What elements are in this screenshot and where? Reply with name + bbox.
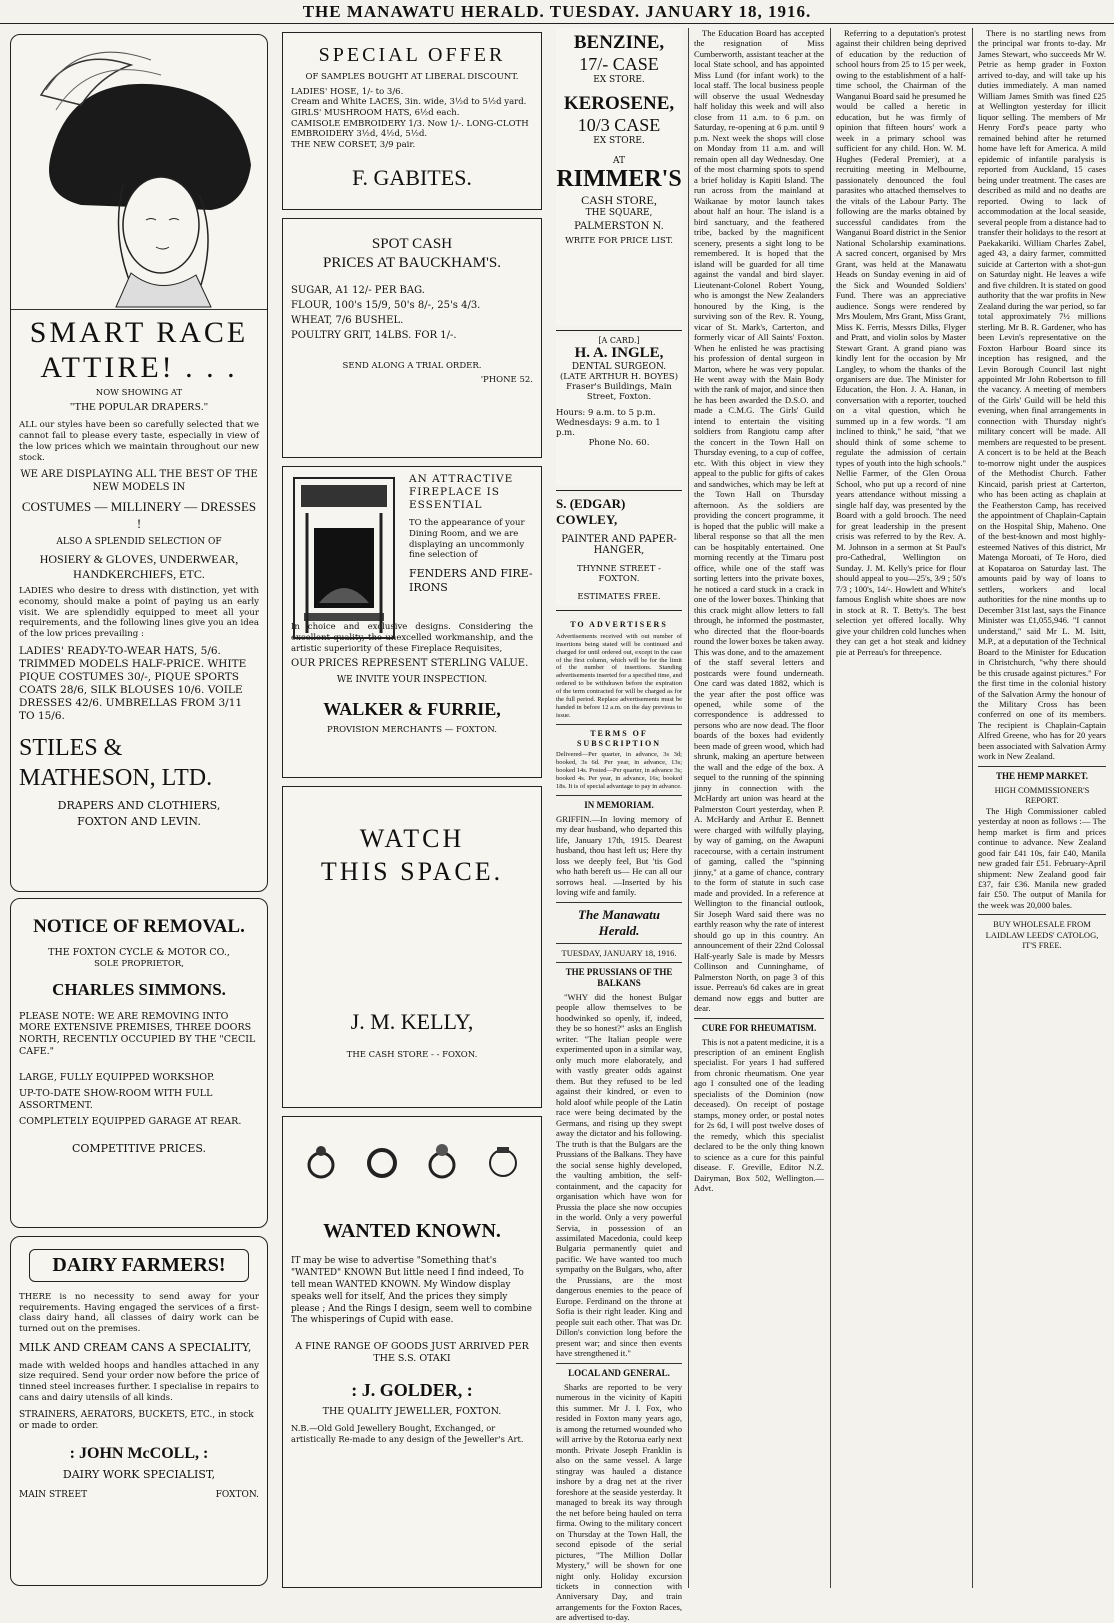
cowley-ad	[556, 496, 682, 606]
local-body: Sharks are reported to be very numerous in the vicinity of Kapiti this summer. Mr J. I. Fox, who resided in Foxton many years ago, is among the returned wounded who will arrive by the Rotorua early next month. Private Joseph Franklin is also on the same vessel. A large stingray was hauled a distance inshore by a drag net at the river foreshore at the seaside yesterday. It managed to break its way through the net before being hauled on terra firma. Owing to the military concert on Thursday at the Town Hall, the second episode of the serial pictures, "The Million Dollar Mystery," will be shown for one night only. Holiday excursion tickets in connection with Anniversary Day, and train arrangements for the Foxton Races, are advertised to-day.	[556, 1381, 682, 1623]
fireplace-body1: TO the appearance of your Dining Room, and we are displaying an uncommonly fine selection of	[409, 518, 525, 561]
removal-company: THE FOXTON CYCLE & MOTOR CO.,	[48, 946, 230, 958]
golder-ad	[282, 1116, 542, 1588]
prussians-heading: THE PRUSSIANS OF THE BALKANS	[565, 966, 673, 988]
herald-date: TUESDAY, JANUARY 18, 1916.	[561, 947, 677, 958]
removal-line1: LARGE, FULLY EQUIPPED WORKSHOP.	[19, 1072, 215, 1083]
golder-title: WANTED KNOWN.	[323, 1220, 501, 1242]
masthead: THE MANAWATU HERALD. TUESDAY. JANUARY 18, 1916.	[0, 0, 1114, 24]
ladies-text: LADIES who desire to dress with distinction, yet with economy, should make a point of paying us an early visit. We are splendidly equipped to meet all your requirements, and the following lines give you an idea of the low prices prevailing :	[19, 586, 259, 639]
dairy-town: FOXTON.	[215, 1489, 259, 1500]
dairy-milk: MILK AND CREAM CANS A SPECIALITY,	[19, 1340, 252, 1354]
buy-wholesale: BUY WHOLESALE FROM LAIDLAW LEEDS' CATOLOG, IT'S FREE.	[985, 919, 1099, 951]
subscription-body: Delivered—Per quarter, in advance, 3s 3d; booked, 3s 6d. Per year, in advance, 13s; booked 14s. Posted—Per quarter, in advance 3s; booked 4s. Per year, in advance, 16s; booked 18s. It is of special advantage to pay in advance.	[556, 751, 682, 791]
bauckham-phone: 'PHONE 52.	[480, 375, 533, 386]
removal-line2: UP-TO-DATE SHOW-ROOM WITH FULL ASSORTMENT.	[19, 1087, 213, 1111]
gabites-sub: OF SAMPLES BOUGHT AT LIBERAL DISCOUNT.	[305, 72, 519, 82]
kelly-ad	[282, 786, 542, 1108]
benzine-at: AT	[612, 156, 625, 166]
golder-nb: N.B.—Old Gold Jewellery Bought, Exchanged, or artistically Re-made to any design of the Jeweller's Art.	[291, 1423, 524, 1444]
fireplace-name: WALKER & FURRIE,	[323, 699, 501, 719]
dairy-name: : JOHN McCOLL, :	[69, 1445, 209, 1463]
fireplace-prices: OUR PRICES REPRESENT STERLING VALUE.	[291, 658, 529, 670]
gabites-line: GIRLS' MUSHROOM HATS, 6½d each.	[291, 107, 460, 118]
cowley-name: S. (EDGAR) COWLEY,	[556, 496, 626, 527]
news-column-2-body: Referring to a deputation's protest against their children being deprived of education by the reduction of school hours from 25 to 15 per week, owing to the establishment of a half-time school, the Chairman of the Wanganui Board said he presumed he would be called a heretic in education, but he was firmly of opinion that fifteen hours' work a week in a primary school was sufficient for any child. Hon. W. M. Hughes (Federal Premier), at a recruiting meeting in Melbourne, passionately denounced the foul parasites who attached themselves to the vitals of the Labour Party. The following are the marks obtained by successful candidates from the Wanganui Board district in the Senior National Scholarship examinations. A sacred concert, organised by Mrs Grant, was held at the Manawatu Heads on Sunday evening in aid of the Sick and Wounded Soldiers' Fund. There was an appreciative audience. Songs were rendered by Mrs Moulem, Mrs Grant, Miss Grant, Miss K. Ferris, Messrs Dilks, Flyger and Pratt, and violin solos by Master Stewart Grant. A grand piano was kindly lent for the occasion by Mr Langley, to whom the thanks of the organisers are due. The Minister for Education, the Hon. J. A. Hanan, in conversation with a reporter, touched on a vital question, which he summed up in a few words. "I am inclined to think," he said, "that we should think of some scheme to regulate the admission of certain types of youth into the high schools." Nellie Farmer, of the Glen Oroua School, who put up a record of nine years attendance without missing a single half day, was presented by the Board with a gold brooch. The need for great leadership in the present crisis was referred to by the Rev. A. M. Johnson in a sermon at St Paul's pro-Cathedral, Wellington on Sunday. J. M. Kelly's price for flour should appeal to you—25's, 3/9 ; 50's 7/3 ; 100's, 14/-. Howlett and White's famous English white shoes are now in stock at R. T. Betty's. The best selection yet offered locally. Why give your children cold lunches when they can get a hot steak and kidney pie at Perreau's for threepence.	[836, 28, 966, 657]
removal-note: PLEASE NOTE: WE ARE REMOVING INTO MORE EXTENSIVE PREMISES, THREE DOORS NORTH, RECENTLY OCCUPIED BY THE "CECIL CAFE."	[19, 1010, 256, 1058]
gabites-line: CAMISOLE EMBROIDERY 1/3. Now 1/-. LONG-CLOTH EMBROIDERY 3½d, 4½d, 5½d.	[291, 118, 529, 140]
bauckham-price-line: WHEAT, 7/6 BUSHEL.	[291, 314, 404, 326]
ingle-card-label: [A CARD.]	[598, 336, 640, 345]
gabites-title: SPECIAL OFFER	[318, 44, 506, 66]
displaying-text: WE ARE DISPLAYING ALL THE BEST OF THE NEW MODELS IN	[20, 469, 258, 493]
bauckham-price-line: POULTRY GRIT, 14LBS. FOR 1/-.	[291, 329, 457, 341]
gabites-line: LADIES' HOSE, 1/- to 3/6.	[291, 86, 404, 97]
ingle-card	[556, 336, 682, 486]
gabites-name: F. GABITES.	[352, 165, 472, 191]
gabites-lines	[291, 87, 533, 151]
benzine-price: 17/- CASE	[579, 54, 659, 74]
smart-race-title1: SMART RACE	[29, 316, 249, 349]
hosiery-line: HOSIERY & GLOVES, UNDERWEAR, HANDKERCHIEFS, ETC.	[39, 552, 239, 582]
prussians-body: "WHY did the honest Bulgar people allow themselves to be hoodwinked so openly, if, indeed, they be so honest?" asks an English writer. "The Italian people were experimented upon in a similar way, only much more elaborately, and with vastly greater odds against them. But they refused to be led against their kindred, or even to hold aloof while people of the Latin race were being decimated by the Germans, and rising up they swept away the dictator and his following. The truth is that the Bulgars are the Prussians of the Balkans. They have the social sense highly developed, the vaulting ambition, the self-containment, and the capacity for organisation which have won for Prussia the place she now occupies in the world. Only a very powerful Servia, in possession of an assimilated Macedonia, could keep Bulgaria permanently quiet and pacific. We have wanted too much sympathy on the Bulgars, who, after the Prussians, are the most dangerous enemies to the peace of Europe. Ferdinand on the throne at Sofia is their right leader. King and people suit each other. That was Dr. Dillon's conviction long before the present war; and since then events have strengthened it."	[556, 991, 682, 1359]
herald-name: The Manawatu Herald.	[578, 906, 660, 938]
removal-name: CHARLES SIMMONS.	[52, 980, 226, 1000]
firm-name-2: MATHESON, LTD.	[19, 765, 213, 792]
costumes-line: COSTUMES — MILLINERY — DRESSES !	[21, 499, 257, 531]
removal-line4: COMPETITIVE PRICES.	[71, 1141, 207, 1155]
ingle-title: DENTAL SURGEON.	[571, 362, 667, 372]
golder-range: A FINE RANGE OF GOODS JUST ARRIVED PER THE S.S. OTAKI	[295, 1341, 529, 1365]
kelly-watch1: WATCH	[359, 824, 465, 853]
cure-body: This is not a patent medicine, it is a prescription of an eminent English specialist. For years I had suffered from chronic rheumatism. One year ago I consulted one of the leading specialists of the Dominion (now deceased). On receipt of postage stamps, money order, or postal notes for 2s 6d, I will post twelve doses of the remedy, which this specialist declared to be the only thing known to science as a cure for this painful disease. F. Greville, Editor N.Z. Dairyman, Box 502, Wellington.—Advt.	[694, 1036, 824, 1194]
benzine-store: EX STORE.	[593, 75, 645, 85]
firm-sub-1: DRAPERS AND CLOTHIERS,	[57, 799, 221, 813]
notices-column	[556, 616, 682, 1623]
golder-name: : J. GOLDER, :	[351, 1380, 473, 1400]
removal-prop: SOLE PROPRIETOR,	[94, 958, 184, 969]
cowley-estimates: ESTIMATES FREE.	[577, 592, 661, 602]
smart-race-ad	[10, 34, 268, 892]
kelly-watch2: THIS SPACE.	[320, 856, 504, 886]
bauckham-lines	[291, 283, 533, 343]
gabites-ad	[282, 32, 542, 210]
kelly-sub: THE CASH STORE - - FOXON.	[346, 1049, 478, 1060]
bauckham-send: SEND ALONG A TRIAL ORDER.	[342, 360, 482, 371]
fireplace-ad	[282, 466, 542, 778]
smart-race-intro: ALL our styles have been so carefully selected that we cannot fail to please every taste, especially in view of the low prices which we maintain throughout our new stock.	[19, 420, 259, 463]
golder-sub: THE QUALITY JEWELLER, FOXTON.	[322, 1405, 502, 1417]
news-column-3-body: There is no startling news from the principal war fronts to-day. Mr James Stewart, who succeeds Mr W. Petrie as hemp grader in Foxton arrived to-day, and will take up his duties immediately. A man named William James Smith was fined £25 at Wellington yesterday for illicit liquor selling. The members of Mr Henry Ford's peace party who remained behind after he returned home have left for America. A mild epidemic of infantile paralysis is reported from Auckland, 15 cases being under treatment. The cases are described as mild and no deaths are reported. Owing to lack of accommodation at the local seaside, several people from a distance had to transfer their holidays to the resort at Paekakariki. William Charles Zabel, aged 43, a dairy farmer, committed suicide at Carterton with a shot-gun on Saturday night. He leaves a wife and five children. It is stated on good authority that the war profits in New Zealand during the war period, so far total approximately 7½ millions sterling. Mr B. R. Gardener, who has been Levin's representative on the Foxton Harbour Board since its inception has resigned, and the Levin Borough Council last night appointed Mr John Robertson to fill the vacancy. A meeting of members of the Girls' Guild will be held this evening, when final arrangements in connection with Thursday night's military concert will be made. All members are requested to be present. A concert is to be held at the Beach to-morrow night under the auspices of the Methodist Church. Father Kincaid, parish priest at Carterton, who has been acting as chaplain at the Featherston Camp, has received the appointment of Chaplain-Captain on the Hospital Ship, Maheno. One of the best-known and most highly-esteemed Natives of this district, Mr Matenga Moroati, of Te Horo, died at Kopataroa on Saturday last. The amounts paid by way of loans to settlers, workers and local authorities for the nine months up to December 31st last, says the Finance Minister was £1,055,946. "I cannot understand," said Mr L. M. Isitt, M.P., at a deputation of the Technical Board to the Minister for Education in Christchurch, "why there should be this crusade against pictures." For the first time in the colonial history of the Salvation Army the honour of the Military Cross has been conferred on one of its members. The recipient is Chaplain-Captain Alfred Greene, who has for 20 years been associated with Salvation Army work in New Zealand.	[978, 28, 1106, 762]
ingle-hours: Hours: 9 a.m. to 5 p.m. Wednesdays: 9 a.m. to 1 p.m.	[556, 408, 661, 438]
memoriam-body: GRIFFIN.—In loving memory of my dear husband, who departed this life, January 17th, 1915. Dearest husband, thou hast left us; Here thy loss we deeply feel, But 'tis God who hath bereft us— He can all our sorrows heal. —Inserted by his loving wife and family.	[556, 813, 682, 898]
kelly-name: J. M. KELLY,	[350, 1009, 474, 1034]
firm-name-1: STILES &	[19, 735, 123, 762]
subscription-heading: TERMS OF SUBSCRIPTION	[576, 728, 661, 748]
hemp-heading: THE HEMP MARKET.	[995, 770, 1089, 781]
rimmer-square: THE SQUARE,	[585, 208, 653, 218]
gabites-line: Cream and White LACES, 3in. wide, 3½d to 5½d yard.	[291, 97, 527, 108]
removal-line3: COMPLETELY EQUIPPED GARAGE AT REAR.	[19, 1115, 242, 1127]
gabites-line: THE NEW CORSET, 3/9 pair.	[291, 139, 416, 150]
rings-illustration	[291, 1131, 533, 1191]
news-column-3	[978, 28, 1106, 1584]
lady-hat-illustration	[11, 35, 267, 310]
ingle-late: (LATE ARTHUR H. BOYES)	[559, 372, 679, 382]
price-list: LADIES' READY-TO-WEAR HATS, 5/6. TRIMMED MODELS HALF-PRICE. WHITE PIQUE COSTUMES 30/-, PIQUE SPORTS COATS 28/6, SILK BLOUSES 10/6. VOILE DRESSES 42/6. UMBRELLAS FROM 3/11 TO 15/6.	[19, 644, 247, 723]
bauckham-title2: PRICES AT BAUCKHAM'S.	[323, 254, 501, 271]
news-column-2	[836, 28, 966, 1584]
local-heading: LOCAL AND GENERAL.	[568, 1367, 670, 1378]
hemp-subheading: HIGH COMMISSIONER'S REPORT.	[994, 784, 1090, 806]
dairy-strainers: STRAINERS, AERATORS, BUCKETS, ETC., in stock or made to order.	[19, 1409, 254, 1431]
cure-heading: CURE FOR RHEUMATISM.	[701, 1022, 817, 1033]
rimmer-cash: CASH STORE,	[581, 193, 657, 207]
ingle-address: Fraser's Buildings, Main Street, Foxton.	[566, 382, 672, 402]
dairy-ad	[10, 1236, 268, 1586]
benzine-title: BENZINE,	[573, 32, 665, 53]
dairy-title: DAIRY FARMERS!	[29, 1249, 249, 1282]
golder-poem: IT may be wise to advertise "Something that's "WANTED" KNOWN But little need I find indeed, To tell mean WANTED KNOWN. My Window display speaks well for itself, And the prices they simply please ; And the Rings I design, seem well to combine The whisperings of Cupid with ease.	[291, 1256, 532, 1326]
firm-sub-2: FOXTON AND LEVIN.	[77, 815, 201, 829]
kerosene-store: EX STORE.	[593, 136, 645, 146]
kerosene-title: KEROSENE,	[563, 93, 675, 114]
news-column-1-body: The Education Board has accepted the resignation of Miss Cumberworth, assistant teacher at the local State school, and has appointed Miss Lund (for infant work) to the local staff. The local business people will observe the usual Wednesday half holiday this week and will also close from 11 a.m. to 6 p.m. on Saturday, re-opening at 6 p.m. until 9 p.m. Next week the shops will close on Monday from 11 a.m. and will remain open all day Wednesday. One of the most charming spots to spend a brief holiday is Kapiti Island. The run across from the mainland at Waikanae by motor launch takes about half an hour. The island is a bird sanctuary, and the feathered tribe, backed by the magnificent scenery, presents a sight long to be remembered. It is hoped that the island will be guarded for all time against the vandal and bird slayer. Lieutenant-Colonel Robert Young, who is amongst the New Zealanders honoured by the King, is the surviving son of the Rev. R. Young, vicar of St. Mark's, Carterton, and formerly vicar of All Saints' Foxton. When he enlisted he was practising his profession of dental surgeon in Marton, where he was very popular. He went away with the Main Body with the rank of major, and since then he has been awarded the D.S.O. and made a C.M.G. The Girls' Guild intend to entertain the visiting soldiers from Rangiotu camp after the concert in the Town Hall on Thursday evening, to a cup of coffee, etc. With this object in view they appeal to the public for gifts of cakes and sandwiches, which may be left at the Town Hall on Thursday afternoon. As the soldiers are providing the concert programme, it is hoped that the public will make a liberal response so that all the men can be hospitably entertained. One morning recently at the Timaru post office, while one of the staff was sorting letters into the private boxes, he noticed a card stuck in a crack in one of the lower boxes. Thinking that this crack might allow letters to fall through, he informed the postmaster, who directed that the floor-boards round the lower boxes be taken away. This was done, and to the amazement of the staff several letters and postcards were found underneath. One card was dated 1882, which is the year after the post office was opened, while some of the correspondence is addressed to persons who are now dead. The floor boards of the boxes had evidently been made of green wood, which had shrunk, making an aperture between the wall and the edge of the box. A sequel to the running of the spinning jinny in connection with the McHardy art union was heard at the Palmerston Court yesterday, when P. A. McHardy and Arthur E. Bennett were charged with wilfully playing, by way of gaming, on the Awapuni racecourse, with a certain instrument of gaming, called the "spinning jinny," at a game of chance, contrary to the form of statute in such case made and provided. In a reference at Wellington to the financial outlook, Sir Joseph Ward said there was no earthly reason why the rate of interest should go up in this country. An announcement of their 22nd Colossal Half-yearly Sale is made by Messrs Collinson and Cunninghame, of Palmerston North, on page 3 of this issue. Perreau's 6d cakes are in great demand now eggs and butter are dear.	[694, 28, 824, 1014]
fireplace-fenders: FENDERS AND FIRE-IRONS	[409, 566, 533, 594]
rimmer-write: WRITE FOR PRICE LIST.	[565, 236, 673, 246]
ingle-phone: Phone No. 60.	[588, 438, 650, 448]
cowley-trade: PAINTER AND PAPER-HANGER,	[561, 534, 677, 556]
kerosene-price: 10/3 CASE	[577, 115, 661, 135]
rimmer-name: RIMMER'S	[556, 166, 682, 192]
removal-ad	[10, 898, 268, 1228]
hemp-body: The High Commissioner cabled yesterday at noon as follows :— The hemp market is firm and prices continue to advance. New Zealand good fair £41 10s, fair £40, Manila new graded fair £51. February-April shipment: New Zealand good fair £37, fair £36. Manila new graded fair £50. The output of Manila for the week was 20,000 bales.	[978, 805, 1106, 910]
bauckham-price-line: SUGAR, A1 12/- PER BAG.	[291, 284, 425, 296]
dairy-work: DAIRY WORK SPECIALIST,	[62, 1468, 216, 1482]
advertisers-heading: TO ADVERTISERS	[570, 620, 668, 629]
fireplace-body2: In choice and exclusive designs. Considering the excellent quality, the unexcelled workmanship, and the artistic superiority of these Fireplace Requisites,	[291, 622, 533, 654]
fireplace-illustration	[289, 473, 399, 643]
rimmer-town: PALMERSTON N.	[574, 221, 664, 232]
also-text: ALSO A SPLENDID SELECTION OF	[56, 536, 222, 547]
memoriam-heading: IN MEMORIAM.	[584, 800, 654, 810]
bauckham-title1: SPOT CASH	[371, 236, 453, 252]
cowley-address: THYNNE STREET - FOXTON.	[576, 564, 662, 584]
news-column-1	[694, 28, 824, 1584]
now-showing: NOW SHOWING AT	[95, 388, 183, 398]
bauckham-price-line: FLOUR, 100's 15/9, 50's 8/-, 25's 4/3.	[291, 299, 481, 311]
popular-drapers: "THE POPULAR DRAPERS."	[69, 400, 209, 413]
fireplace-sub: PROVISION MERCHANTS — FOXTON.	[327, 724, 497, 735]
dairy-made: made with welded hoops and handles attached in any size required. Send your order now before the price of tinned steel increases further. I specialise in repairs to cans and dairy utensils of all kinds.	[19, 1360, 259, 1403]
ingle-name: H. A. INGLE,	[574, 345, 664, 361]
dairy-street: MAIN STREET	[19, 1489, 88, 1500]
bauckham-ad	[282, 218, 542, 458]
dairy-body: THERE is no necessity to send away for your requirements. Having engaged the services of a first-class dairy hand, all classes of dairy work can be turned out on the premises.	[19, 1292, 259, 1335]
removal-title: NOTICE OF REMOVAL.	[33, 916, 245, 937]
fireplace-invite: WE INVITE YOUR INSPECTION.	[336, 674, 488, 685]
smart-race-title2: ATTIRE! . . .	[40, 350, 238, 384]
benzine-ad	[556, 28, 682, 326]
advertisers-body: Advertisements received with out number of insertions being stated will be continued and charged for until ordered out, except in the case of the first column, which will be for the limit of the number of insertions. Standing advertisements inserted for a specified time, and ordered to be withdrawn before the expiration of the term contracted for will be charged as for the full period. Replace advertisements must be handed in before 12 a.m. on the day previous to issue.	[556, 632, 682, 719]
fireplace-title: AN ATTRACTIVE FIREPLACE IS ESSENTIAL	[409, 473, 514, 512]
